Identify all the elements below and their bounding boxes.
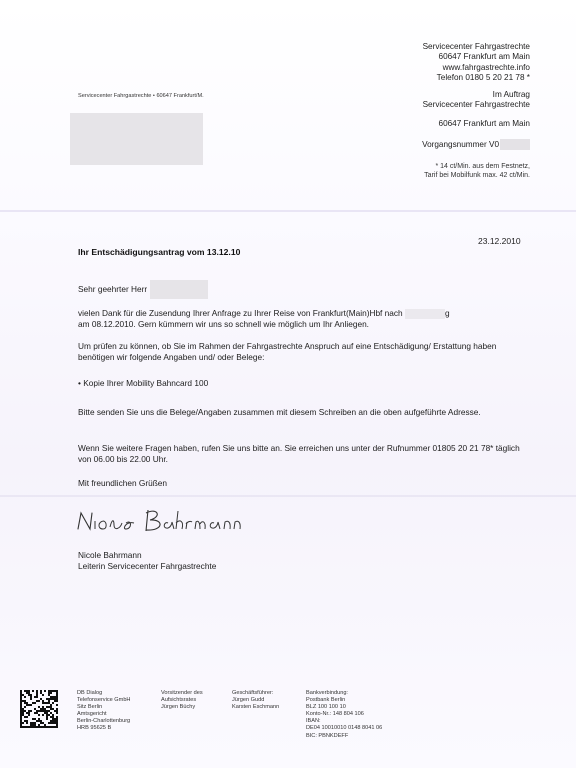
fold-line <box>0 210 576 212</box>
footer-board <box>161 690 203 711</box>
footer-line: Amtsgericht <box>77 711 107 718</box>
signer-block <box>78 550 216 572</box>
footer-line: HRB 95625 B <box>77 725 112 732</box>
name-redaction <box>150 280 208 299</box>
paragraph-request: Um prüfen zu können, ob Sie im Rahmen der Fahrgastrechte Anspruch auf eine Entschädigung/ Erstattung haben benötigen wir folgende Angaben und/ oder Belege: <box>78 341 497 362</box>
sender-line: Telefon 0180 5 20 21 78 * <box>436 72 530 82</box>
footer-line: Jürgen Gudd <box>232 697 265 704</box>
tariff-line: * 14 ct/Min. aus dem Festnetz, <box>435 163 530 170</box>
on-behalf-block <box>423 90 530 129</box>
tariff-note <box>424 162 530 180</box>
footer-management <box>232 690 279 711</box>
footer-line: BLZ 100 100 10 <box>306 704 346 711</box>
letter-subject: Ihr Entschädigungsantrag vom 13.12.10 <box>78 247 241 257</box>
return-address: Servicecenter Fahrgastrechte • 60647 Frankfurt/M. <box>78 93 204 99</box>
sender-address-block <box>423 42 530 83</box>
footer-line: Karsten Eschmann <box>232 704 280 711</box>
recipient-address-redaction <box>70 113 203 165</box>
footer-line: BIC: PBNKDEFF <box>306 732 349 739</box>
salutation-text: Sehr geehrter Herr <box>78 284 148 295</box>
handwritten-signature <box>76 505 246 537</box>
footer-line: Vorsitzender des <box>161 690 203 696</box>
sender-line: Servicecenter Fahrgastrechte <box>422 42 530 51</box>
fold-line <box>0 495 576 497</box>
auftrag-line: Servicecenter Fahrgastrechte <box>422 100 530 110</box>
footer-line: DB Dialog <box>77 690 103 696</box>
auftrag-line: 60647 Frankfurt am Main <box>438 118 530 128</box>
footer-line: Aufsichtsrates <box>161 697 197 704</box>
footer-line: Berlin-Charlottenburg <box>77 718 131 725</box>
footer-bank <box>306 690 382 740</box>
auftrag-line: Im Auftrag <box>492 90 530 99</box>
letter-date: 23.12.2010 <box>478 236 521 246</box>
footer-line: Konto-Nr.: 148 804 106 <box>306 711 364 718</box>
signer-title: Leiterin Servicecenter Fahrgastrechte <box>78 561 217 571</box>
footer-line: Postbank Berlin <box>306 697 346 704</box>
footer-line: Bankverbindung: <box>306 690 348 696</box>
case-number <box>422 139 530 150</box>
sender-line: www.fahrgastrechte.info <box>442 62 530 72</box>
signer-name: Nicole Bahrmann <box>78 550 142 560</box>
footer-line: Sitz Berlin <box>77 704 103 711</box>
footer-line: IBAN: <box>306 718 321 725</box>
footer-line: DE04 10010010 0148 8041 06 <box>306 725 383 732</box>
case-number-label: Vorgangsnummer V0 <box>422 140 499 149</box>
paragraph-text: g <box>444 308 450 318</box>
tariff-line: Tarif bei Mobilfunk max. 42 ct/Min. <box>424 172 530 179</box>
requested-item: • Kopie Ihrer Mobility Bahncard 100 <box>78 378 209 388</box>
paragraph-intro <box>78 308 528 329</box>
destination-redaction <box>405 309 445 319</box>
paragraph-text: am 08.12.2010. Gern kümmern wir uns so schnell wie möglich um Ihr Anliegen. <box>78 318 369 329</box>
paragraph-contact: Wenn Sie weitere Fragen haben, rufen Sie uns bitte an. Sie erreichen uns unter der Rufnummer 01805 20 21 78* täglich von 06.00 bis 22.00 Uhr. <box>78 443 520 464</box>
redaction-box <box>500 139 530 150</box>
closing: Mit freundlichen Grüßen <box>78 478 168 488</box>
footer <box>0 690 576 760</box>
footer-line: Geschäftsführer: <box>232 690 274 696</box>
footer-line: Jürgen Büchy <box>161 704 196 711</box>
footer-company <box>77 690 130 733</box>
paragraph-send: Bitte senden Sie uns die Belege/Angaben zusammen mit diesem Schreiben an die oben aufgeführte Adresse. <box>78 407 481 417</box>
footer-line: Telefonservice GmbH <box>77 697 131 704</box>
salutation <box>78 280 528 299</box>
sender-line: 60647 Frankfurt am Main <box>438 52 530 62</box>
paragraph-text: vielen Dank für die Zusendung Ihrer Anfrage zu Ihrer Reise von Frankfurt(Main)Hbf nach <box>78 308 403 318</box>
